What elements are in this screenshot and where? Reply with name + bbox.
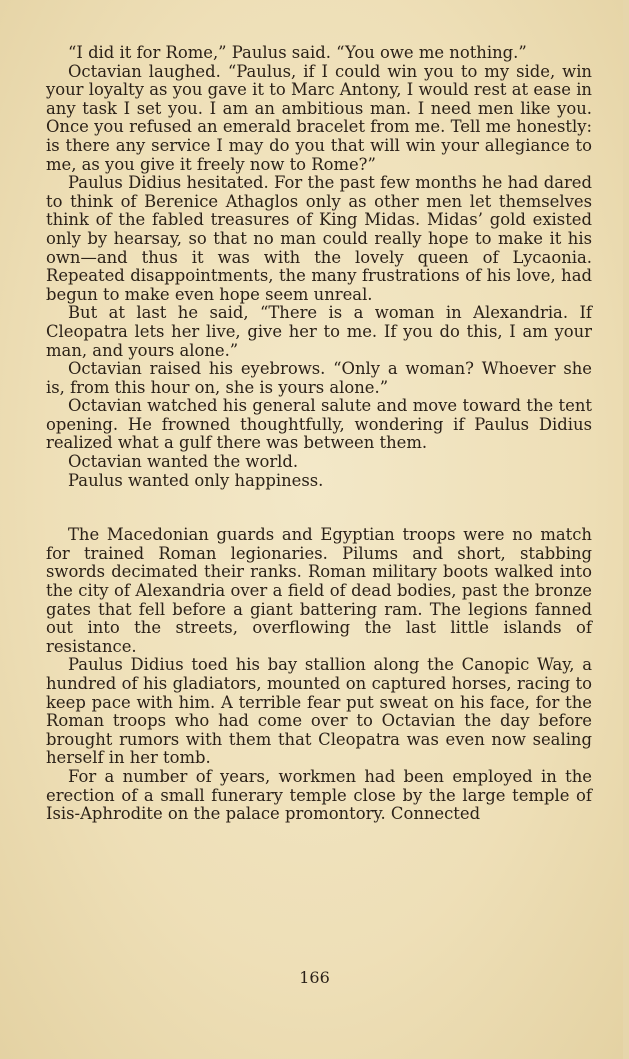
paragraph: Octavian watched his general salute and move toward the tent opening. He frowned thoughtfully, wondering if Paulus Didius realized what a gulf there was between them. [46, 396, 592, 453]
paragraph: Octavian wanted the world. [68, 452, 299, 472]
section-break [46, 490, 592, 526]
paragraph: Octavian laughed. “Paulus, if I could win you to my side, win your loyalty as you gave it to Marc Antony, I would rest at ease in any task I set you. I am an ambitious man. I need men like you. Once you refused an emerald bracelet from me. Tell me honestly: is there any service I may do you that will win your allegiance to me, as you give it freely now to Rome?” [46, 61, 592, 174]
paragraph: For a number of years, workmen had been employed in the erection of a small funerary temple close by the large temple of Isis-Aphrodite on the palace promontory. Connected [46, 766, 592, 824]
paragraph: Paulus wanted only happiness. [68, 470, 324, 490]
paragraph: Octavian raised his eyebrows. “Only a woman? Whoever she is, from this hour on, she is yours alone.” [46, 359, 592, 397]
body-text [46, 44, 592, 824]
paragraph: Paulus Didius toed his bay stallion along the Canopic Way, a hundred of his gladiators, mounted on captured horses, racing to keep pace with him. A terrible fear put sweat on his face, for the Roman troops who had come over to Octavian the day before brought rumors with them that Cleopatra was even now sealing herself in her tomb. [46, 655, 592, 768]
paragraph: “I did it for Rome,” Paulus said. “You owe me nothing.” [68, 43, 527, 62]
page-number: 166 [299, 968, 330, 987]
paragraph: Paulus Didius hesitated. For the past few months he had dared to think of Berenice Athaglos only as other men let themselves think of the fabled treasures of King Midas. Midas’ gold existed only by hearsay, so that no man could really hope to make it his own—and thus it was with the lovely queen of Lycaonia. Repeated disappointments, the many frustrations of his love, had begun to make even hope seem unreal. [46, 173, 592, 304]
paragraph: But at last he said, “There is a woman in Alexandria. If Cleopatra lets her live, give her to me. If you do this, I am your man, and yours alone.” [46, 303, 592, 360]
paragraph: The Macedonian guards and Egyptian troops were no match for trained Roman legionaries. Pilums and short, stabbing swords decimated their ranks. Roman military boots walked into the city of Alexandria over a field of dead bodies, past the bronze gates that fell before a giant battering ram. The legions fanned out into the streets, overflowing the last little islands of resistance. [46, 525, 592, 656]
